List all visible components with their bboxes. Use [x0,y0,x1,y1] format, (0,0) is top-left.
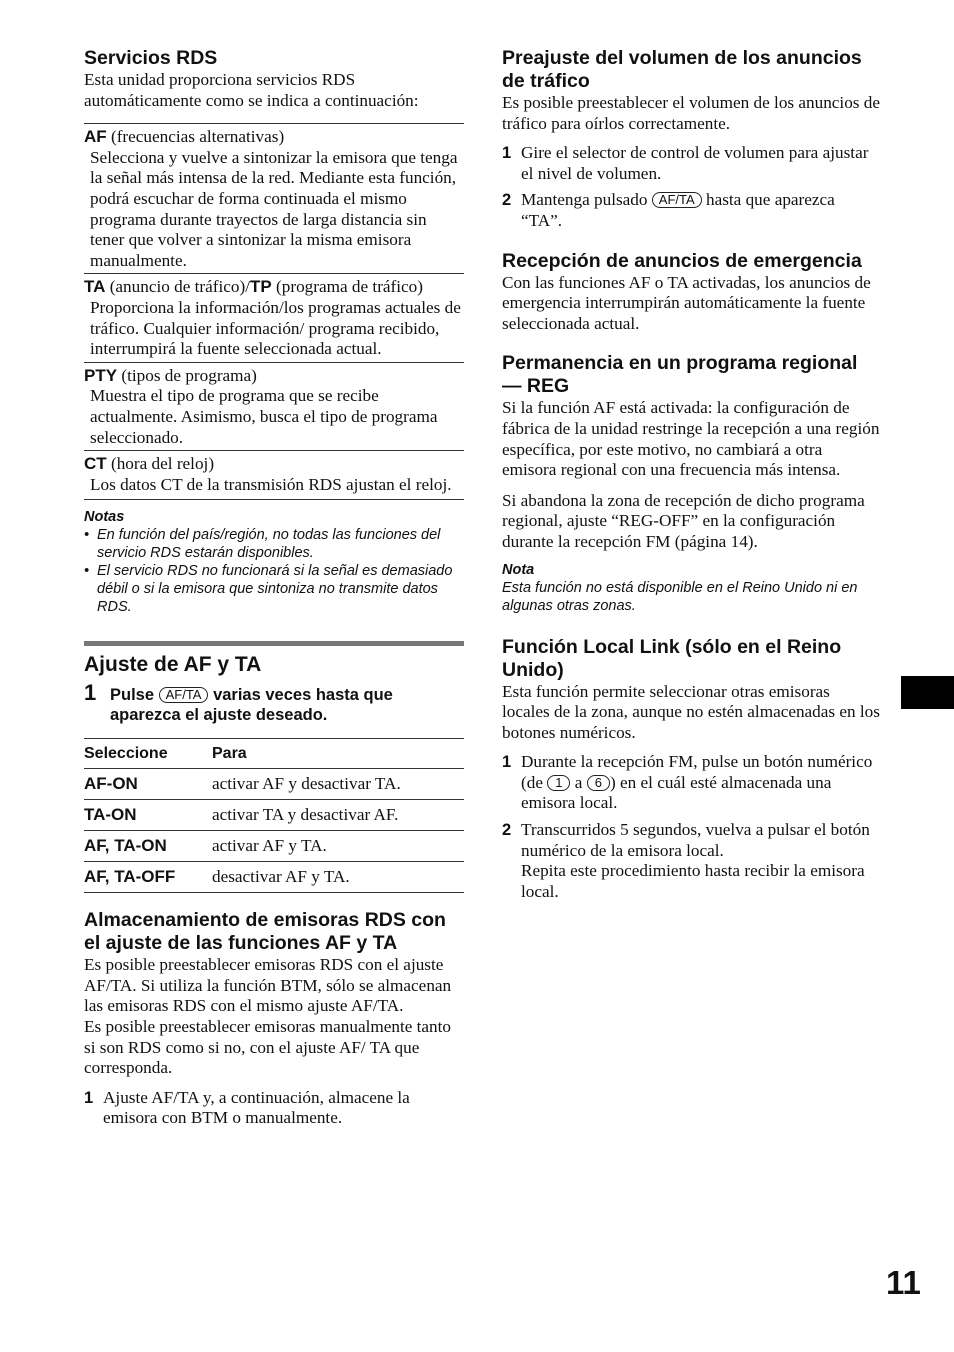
step-number: 2 [502,191,512,210]
term-desc: Muestra el tipo de programa que se recibe actualmente. Asimismo, busca el tipo de programa seleccionado. [90,386,438,447]
note-item: • El servicio RDS no funcionará si la señal es demasiado débil o si la emisora que sintoniza no transmite datos RDS. [84,563,453,616]
vol-step-2: 2 Mantenga pulsado AF/TA hasta que aparezca “TA”. [502,190,835,230]
reg-paragraph-1: Si la función AF está activada: la configuración de fábrica de la unidad restringe la recepción a una región específica, por este motivo, no cambiará a otra emisora regional con una frecuencia más intensa. [502,398,880,480]
table-row: AF-ON activar AF y desactivar TA. [84,769,464,800]
term-ta-tp [84,273,464,361]
term-label: (tipos de programa) [117,365,257,385]
link-paragraph: Esta función permite seleccionar otras emisoras locales de la zona, aunque no estén almacenadas en los botones numéricos. [502,681,880,742]
table-row: TA-ON activar TA y desactivar AF. [84,800,464,831]
section-title-emergencia: Recepción de anuncios de emergencia [502,249,862,272]
afta-step: 1 Pulse AF/TA varias veces hasta que aparezca el ajuste deseado. [84,680,393,725]
reg-note: Esta función no está disponible en el Reino Unido ni en algunas otras zonas. [502,579,858,614]
table-header: Seleccione [84,739,212,769]
section-title-reg: Permanencia en un programa regional — REG [502,352,858,398]
section-title-local-link: Función Local Link (sólo en el Reino Unido) [502,635,842,681]
table-row: AF, TA-OFF desactivar AF y TA. [84,862,464,893]
term-ct [84,450,464,500]
section-title-preajuste-volumen: Preajuste del volumen de los anuncios de tráfico [502,47,862,92]
vol-intro: Es posible preestablecer el volumen de los anuncios de tráfico para oírlos correctamente. [502,93,881,133]
page-number: 11 [886,1264,921,1301]
term-label-2: (programa de tráfico) [271,277,423,297]
left-column [84,0,464,1129]
number-6-button-icon: 6 [587,775,610,791]
bullet-icon: • [84,563,90,580]
af-ta-button-icon: AF/TA [159,687,209,703]
vol-step-1: 1 Gire el selector de control de volumen para ajustar el nivel de volumen. [502,143,869,183]
section-title-almacenamiento: Almacenamiento de emisoras RDS con el ajuste de las funciones AF y TA [84,909,446,955]
step-number: 1 [502,144,512,163]
bullet-icon: • [84,527,90,544]
af-ta-button-icon: AF/TA [652,192,702,208]
af-ta-settings-table [84,738,464,893]
number-1-button-icon: 1 [547,775,570,791]
link-step-2: 2 Transcurridos 5 segundos, vuelva a pulsar el botón numérico de la emisora local. Repita este procedimiento hasta recibir la emisora local. [502,820,870,901]
rds-intro: Esta unidad proporciona servicios RDS automáticamente como se indica a continuación: [84,70,419,110]
section-title-ajuste-af-ta: Ajuste de AF y TA [84,653,262,677]
step-number: 1 [502,753,512,772]
term-af [84,123,464,273]
emerg-paragraph: Con las funciones AF o TA activadas, los anuncios de emergencia interrumpirán automáticamente la fuente seleccionada actual. [502,272,871,333]
store-paragraph-1: Es posible preestablecer emisoras RDS con el ajuste AF/TA. Si utiliza la función BTM, sólo se almacenan las emisoras RDS con el mismo ajuste AF/TA. [84,955,452,1016]
step-number: 1 [84,680,97,706]
table-header: Para [212,739,464,769]
term-key: TA [84,277,106,297]
reg-note-title: Nota [502,561,535,578]
store-step: 1 Ajuste AF/TA y, a continuación, almacene la emisora con BTM o manualmente. [84,1087,410,1128]
term-key-2: TP [250,277,272,297]
right-column [502,0,880,902]
term-key: CT [84,454,107,474]
term-label: (hora del reloj) [106,454,215,474]
term-desc: Selecciona y vuelve a sintonizar la emisora que tenga la señal más intensa de la red. Mediante esta función, podrá escuchar de forma continuada el mismo programa durante trayectos de larga distancia sin tener que volver a sintonizar la misma emisora manualmente. [90,147,458,270]
step-number: 1 [84,1088,94,1107]
note-item: • En función del país/región, no todas las funciones del servicio RDS estarán disponibles. [84,527,441,562]
term-label: (frecuencias alternativas) [106,127,285,147]
link-step-1: 1 Durante la recepción FM, pulse un botón numérico (de 1 a 6 ) en el cuál esté almacenada una emisora local. [502,752,873,813]
term-key: PTY [84,365,118,385]
notes-title: Notas [84,509,125,526]
store-paragraph-2: Es posible preestablecer emisoras manualmente tanto si son RDS como si no, con el ajuste AF/ TA que corresponda. [84,1017,452,1078]
reg-paragraph-2: Si abandona la zona de recepción de dicho programa regional, ajuste “REG-OFF” en la configuración durante la recepción FM (página 14). [502,490,865,551]
section-title-servicios-rds: Servicios RDS [84,47,218,69]
term-desc: Los datos CT de la transmisión RDS ajustan el reloj. [90,474,452,494]
term-key: AF [84,127,107,147]
section-index-tab [901,676,954,709]
table-row: AF, TA-ON activar AF y TA. [84,831,464,862]
term-pty [84,362,464,450]
step-number: 2 [502,821,512,840]
term-label: (anuncio de tráfico)/ [105,277,250,297]
term-desc: Proporciona la información/los programas actuales de tráfico. Cualquier información/ programa recibido, interrumpirá la fuente seleccionada actual. [90,297,461,359]
